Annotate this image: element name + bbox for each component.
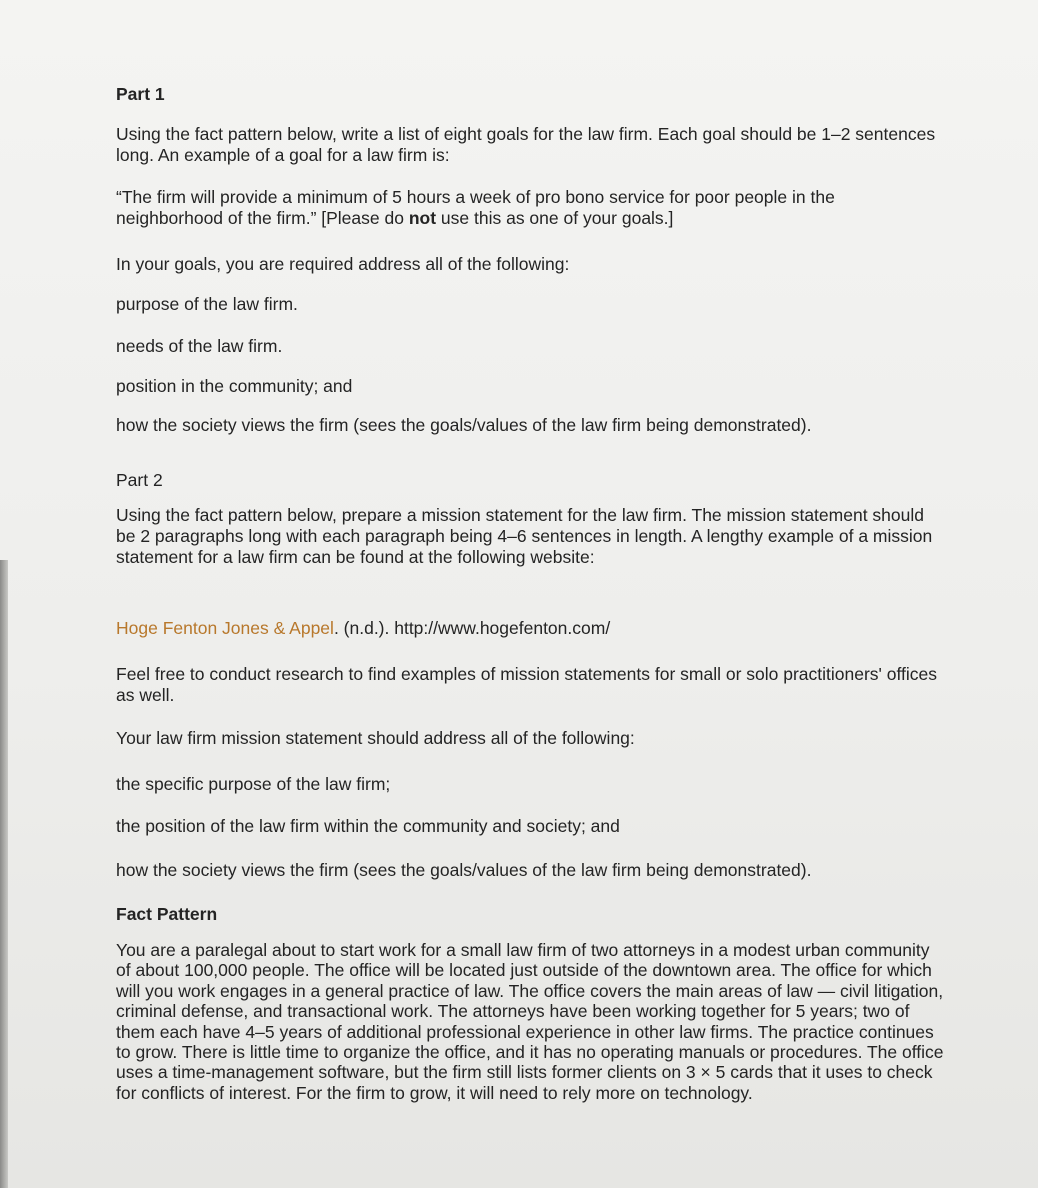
part2-requirement: Your law firm mission statement should address all of the following:: [116, 728, 635, 748]
citation-link[interactable]: Hoge Fenton Jones & Appel: [116, 618, 334, 638]
part1-intro: Using the fact pattern below, write a list of eight goals for the law firm. Each goal should be 1–2 sentences long. An example of a goal for a law firm is:: [116, 124, 936, 165]
fact-pattern-text: You are a paralegal about to start work for a small law firm of two attorneys in a modest urban community of about 100,000 people. The office will be located just outside of the downtown area. The office for which will you work engages in a general practice of law. The office covers the main areas of law — civil litigation, criminal defense, and transactional work. The attorneys have been working together for 5 years; two of them each have 4–5 years of additional professional experience in other law firms. The practice continues to grow. There is little time to organize the office, and it has no operating manuals or procedures. The office uses a time-management software, but the firm still lists former clients on 3 × 5 cards that it uses to check for conflicts of interest. For the firm to grow, it will need to rely more on technology.: [116, 940, 944, 1103]
part1-example-emphasis: not: [408, 208, 437, 228]
part2-item: the specific purpose of the law firm;: [116, 774, 391, 794]
part2-intro: Using the fact pattern below, prepare a mission statement for the law firm. The mission statement should be 2 paragraphs long with each paragraph being 4–6 sentences in length. A lengthy example of a mission statement for a law firm can be found at the following website:: [116, 505, 933, 567]
part2-item: how the society views the firm (sees the goals/values of the law firm being demonstrated).: [116, 860, 812, 880]
part2-heading: Part 2: [116, 470, 163, 490]
part2-citation: [116, 618, 946, 639]
page-edge-shadow: [0, 560, 8, 1188]
part1-item: how the society views the firm (sees the goals/values of the law firm being demonstrated).: [116, 415, 812, 435]
part1-requirement: In your goals, you are required address all of the following:: [116, 254, 570, 274]
part1-item: needs of the law firm.: [116, 336, 283, 356]
part2-item: the position of the law firm within the community and society; and: [116, 816, 620, 836]
part1-example: [116, 187, 946, 229]
part1-example-tail: use this as one of your goals.]: [436, 208, 674, 228]
fact-pattern-heading: Fact Pattern: [116, 904, 218, 924]
part1-item: purpose of the law firm.: [116, 294, 298, 314]
citation-details: . (n.d.). http://www.hogefenton.com/: [333, 618, 611, 638]
part2-research-note: Feel free to conduct research to find examples of mission statements for small or solo practitioners' offices as well.: [116, 664, 938, 705]
part1-item: position in the community; and: [116, 376, 353, 396]
part1-heading: Part 1: [116, 84, 165, 104]
part1-example-text: “The firm will provide a minimum of 5 hours a week of pro bono service for poor people in the neighborhood of the firm.” [Please do: [116, 187, 835, 228]
